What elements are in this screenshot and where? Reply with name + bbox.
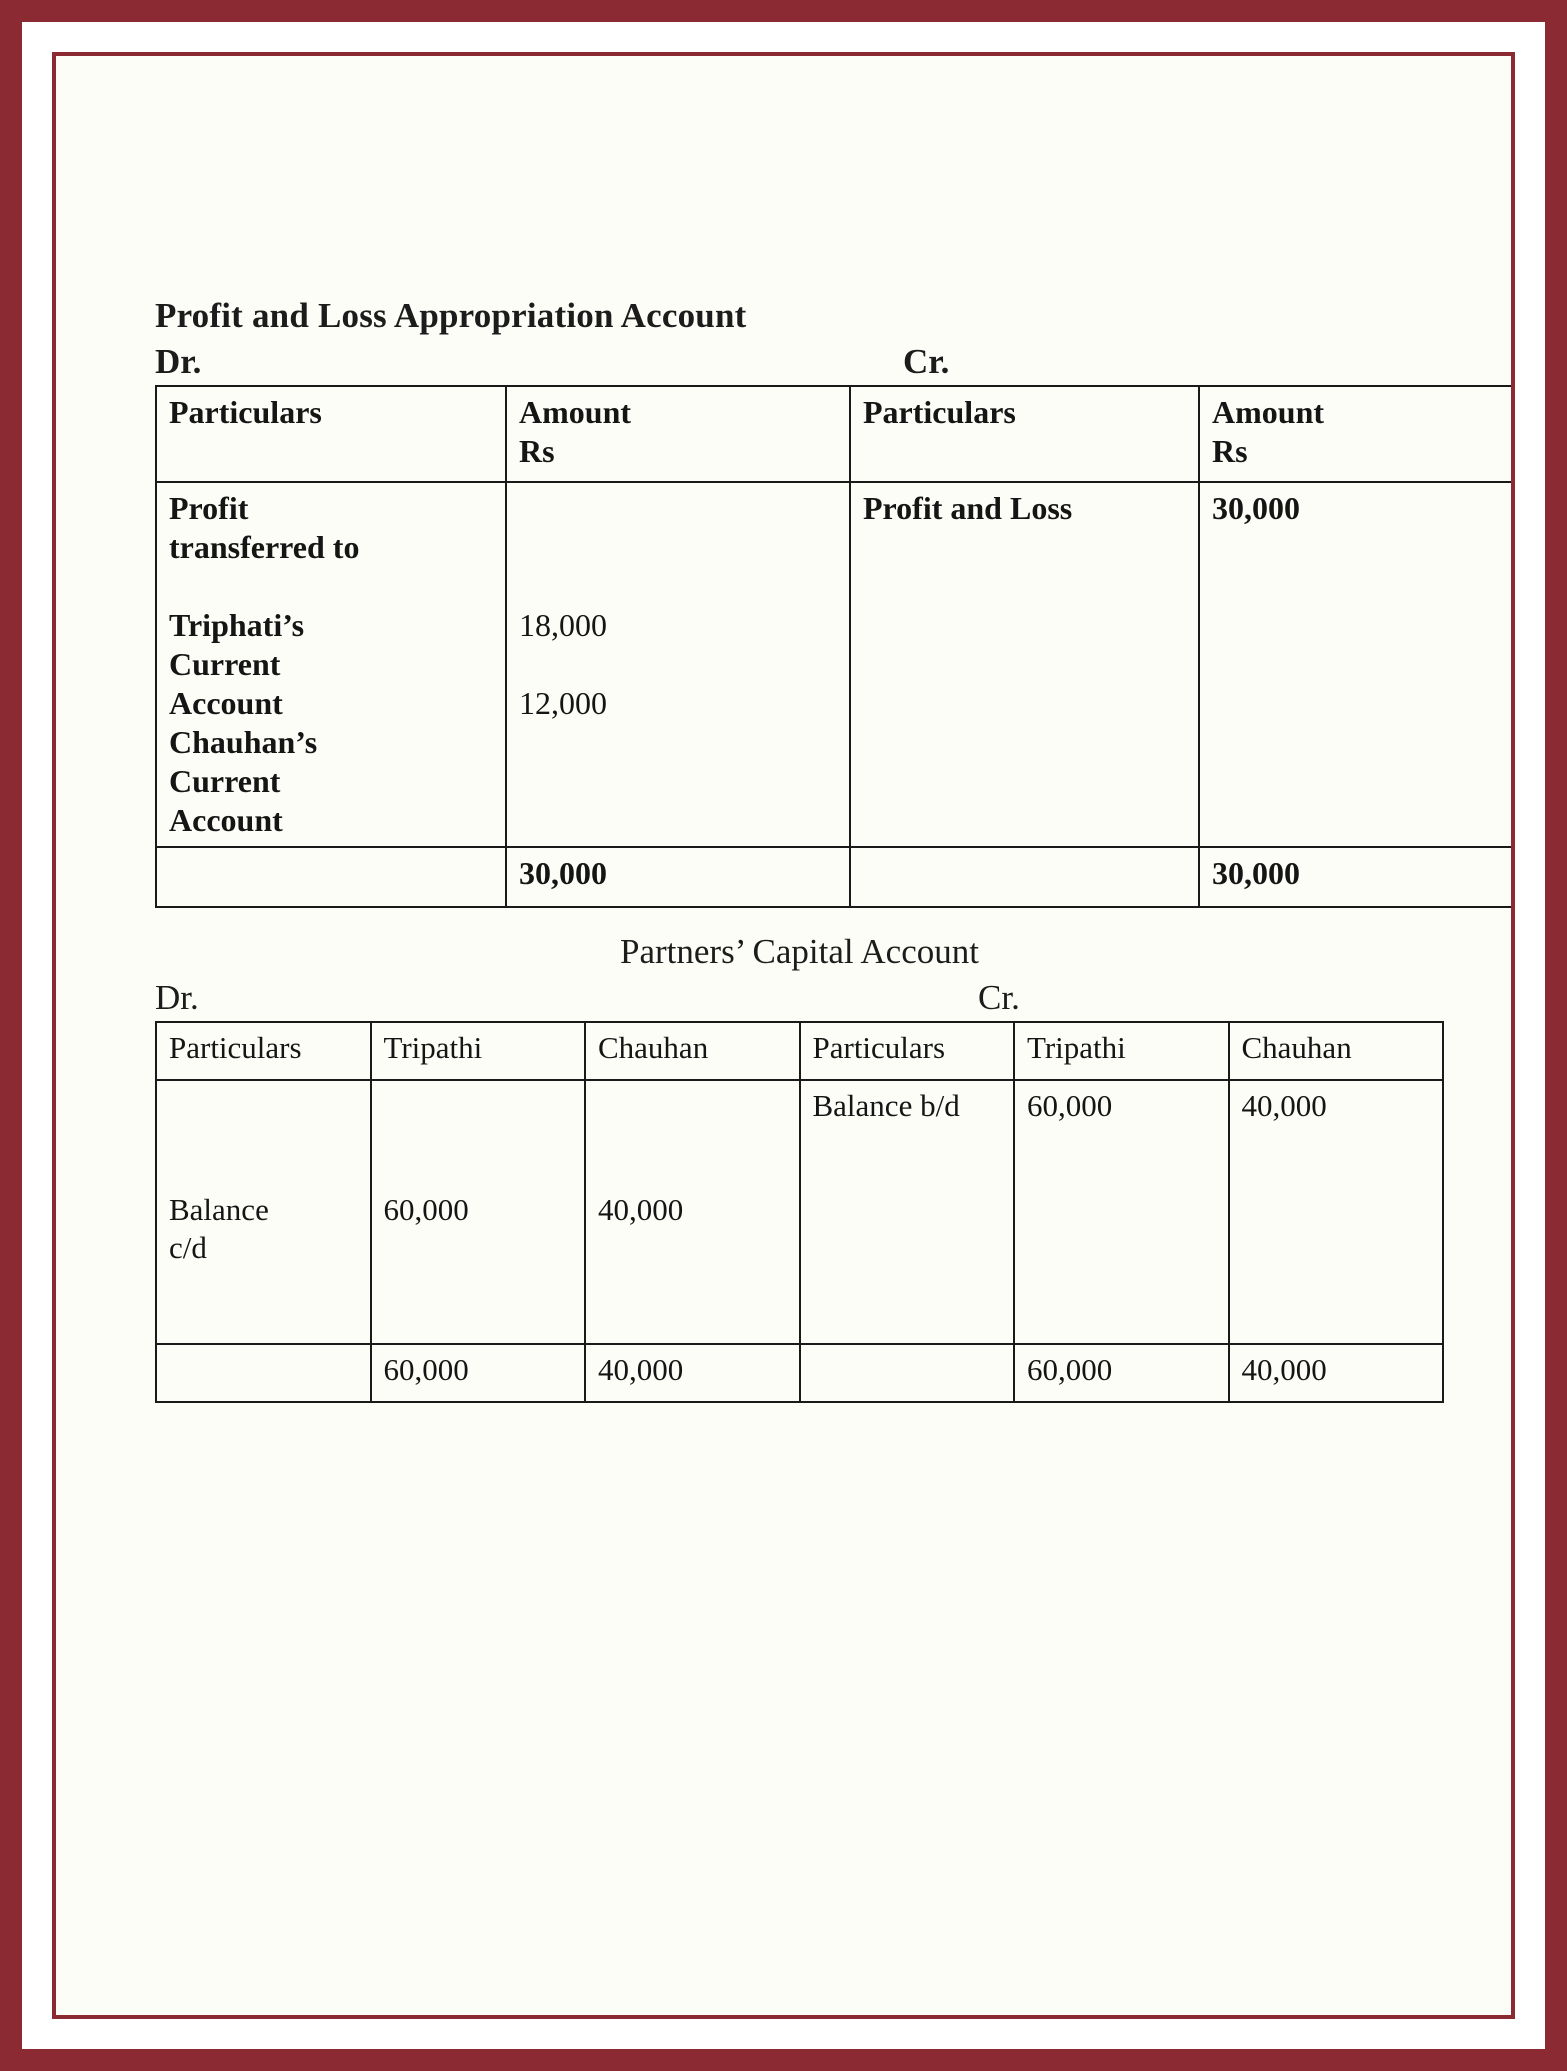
table-header-row <box>156 386 1511 482</box>
debit-particulars-cell <box>156 482 506 847</box>
profit-loss-appropriation-table <box>155 385 1511 908</box>
partners-capital-statement <box>155 928 1444 1403</box>
header-tripathi-debit: Tripathi <box>371 1022 586 1080</box>
header-tripathi-credit: Tripathi <box>1014 1022 1229 1080</box>
credit-chauhan-cell: 40,000 <box>1229 1080 1444 1344</box>
spacer <box>519 528 839 567</box>
header-particulars-debit: Particulars <box>156 1022 371 1080</box>
debit-entry-1-amount: 12,000 <box>519 685 607 721</box>
statement1-debit-label: Dr. <box>155 342 202 381</box>
header-amount-debit-line2: Rs <box>519 433 555 469</box>
debit-entry-0-amount: 18,000 <box>519 607 607 643</box>
header-amount-credit <box>1199 386 1511 482</box>
partners-capital-title: Partners’ Capital Account <box>620 932 979 971</box>
table-body-row <box>156 1080 1443 1344</box>
statement2-debit-label: Dr. <box>155 978 199 1017</box>
header-chauhan-credit: Chauhan <box>1229 1022 1444 1080</box>
header-amount-credit-line2: Rs <box>1212 433 1248 469</box>
header-amount-debit-line1: Amount <box>519 394 632 430</box>
total-particulars-credit-empty <box>850 847 1199 907</box>
spacer <box>169 567 495 606</box>
total-amount-credit: 30,000 <box>1199 847 1511 907</box>
debit-amount-cell <box>506 482 850 847</box>
debit-entry-0-line1: Triphati’s <box>169 607 305 643</box>
statement1-credit-label: Cr. <box>903 342 950 381</box>
table-total-row <box>156 847 1511 907</box>
spacer <box>519 567 839 606</box>
total-tripathi-credit: 60,000 <box>1014 1344 1229 1402</box>
table-body-row <box>156 482 1511 847</box>
credit-particulars-cell: Balance b/d <box>800 1080 1015 1344</box>
partners-capital-table <box>155 1021 1444 1403</box>
total-chauhan-debit: 40,000 <box>585 1344 800 1402</box>
debit-entry-0-line3: Account <box>169 685 283 721</box>
credit-amount-cell: 30,000 <box>1199 482 1511 847</box>
debit-intro-line2: transferred to <box>169 529 360 565</box>
statement2-credit-label: Cr. <box>978 978 1020 1017</box>
table-total-row <box>156 1344 1443 1402</box>
debit-chauhan-amount: 40,000 <box>598 1192 684 1227</box>
debit-entry-1-line1: Chauhan’s <box>169 724 318 760</box>
credit-tripathi-cell: 60,000 <box>1014 1080 1229 1344</box>
debit-entry-line2: c/d <box>169 1230 207 1265</box>
spacer <box>519 489 839 528</box>
debit-entry-1-line3: Account <box>169 802 283 838</box>
profit-loss-appropriation-statement <box>155 292 1444 908</box>
header-amount-credit-line1: Amount <box>1212 394 1325 430</box>
debit-tripathi-cell <box>371 1080 586 1344</box>
debit-particulars-cell <box>156 1080 371 1344</box>
debit-intro-line1: Profit <box>169 490 249 526</box>
header-particulars-debit: Particulars <box>156 386 506 482</box>
total-tripathi-debit: 60,000 <box>371 1344 586 1402</box>
document-sheet <box>56 56 1511 2015</box>
profit-loss-appropriation-title: Profit and Loss Appropriation Account <box>155 296 747 335</box>
total-particulars-credit-empty <box>800 1344 1015 1402</box>
debit-entry-line1: Balance <box>169 1192 269 1227</box>
header-chauhan-debit: Chauhan <box>585 1022 800 1080</box>
debit-tripathi-amount: 60,000 <box>383 1192 469 1227</box>
statement1-debit-credit-row <box>155 339 1444 385</box>
total-particulars-debit-empty <box>156 1344 371 1402</box>
debit-chauhan-cell <box>585 1080 800 1344</box>
total-particulars-debit-empty <box>156 847 506 907</box>
header-amount-debit <box>506 386 850 482</box>
total-amount-debit: 30,000 <box>506 847 850 907</box>
header-particulars-credit: Particulars <box>850 386 1199 482</box>
table-header-row <box>156 1022 1443 1080</box>
page-content-area <box>56 56 1511 2015</box>
statement2-debit-credit-row <box>155 975 1444 1021</box>
spacer <box>519 645 839 684</box>
total-chauhan-credit: 40,000 <box>1229 1344 1444 1402</box>
debit-entry-1-line2: Current <box>169 763 281 799</box>
header-particulars-credit: Particulars <box>800 1022 1015 1080</box>
debit-entry-0-line2: Current <box>169 646 281 682</box>
credit-particulars-cell: Profit and Loss <box>850 482 1199 847</box>
